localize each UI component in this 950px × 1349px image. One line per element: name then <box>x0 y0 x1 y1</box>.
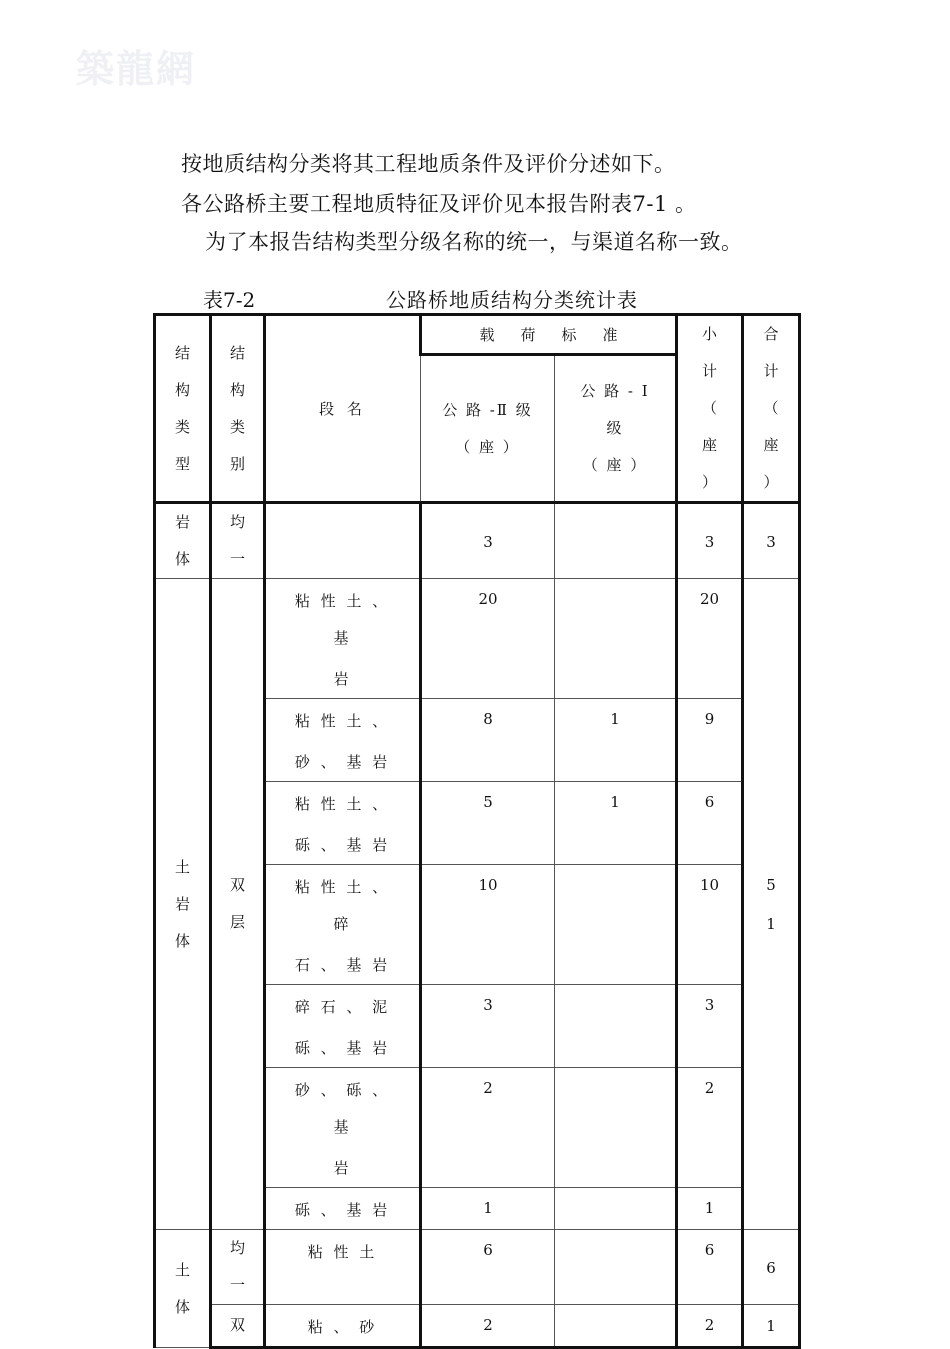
header-structure-category-char: 别 <box>229 454 245 473</box>
paragraph-2: 各公路桥主要工程地质特征及评价见本报告附表7-1 。 <box>181 192 697 216</box>
subtotal-value: 3 <box>704 532 715 551</box>
segment-name: 砂 、 砾 、 基 <box>294 1081 391 1136</box>
subtotal-value: 9 <box>704 710 715 728</box>
subtotal-cell <box>677 503 743 579</box>
structure-category-cell <box>211 579 265 1230</box>
header-subtotal <box>677 315 743 503</box>
segment-name-cell <box>265 1188 421 1230</box>
table-row <box>155 503 800 579</box>
grade2-value: 3 <box>483 996 493 1014</box>
total-cell <box>743 1230 800 1305</box>
header-structure-type-char: 结 <box>174 343 190 362</box>
header-total-char: （ <box>763 399 779 417</box>
grade2-cell <box>421 1230 555 1305</box>
segment-name-cell <box>265 985 421 1068</box>
grade2-cell <box>421 579 555 699</box>
grade1-cell <box>555 503 677 579</box>
structure-type-char: 体 <box>174 931 190 950</box>
segment-name: 石 、 基 岩 <box>294 956 391 974</box>
header-structure-type-char: 型 <box>174 454 190 473</box>
paragraph-1: 按地质结构分类将其工程地质条件及评价分述如下。 <box>181 152 676 176</box>
header-structure-type <box>155 315 211 503</box>
grade2-cell <box>421 985 555 1068</box>
subtotal-cell <box>677 985 743 1068</box>
table-caption-id: 表7-2 <box>203 288 256 312</box>
total-value: 1 <box>766 915 776 933</box>
structure-category-char: 均 <box>229 1239 245 1257</box>
total-value: 6 <box>766 1258 776 1277</box>
table-row <box>155 1305 800 1348</box>
grade1-value <box>555 540 675 542</box>
grade1-value <box>555 579 675 581</box>
segment-name-cell <box>265 1230 421 1305</box>
header-grade2: 公 路 -Ⅱ 级 （ 座 ） <box>421 355 555 503</box>
structure-type-cell <box>155 579 211 1230</box>
grade1-value <box>555 1188 675 1190</box>
header-structure-type-char: 构 <box>174 380 190 399</box>
grade1-value <box>555 1068 675 1070</box>
subtotal-value: 2 <box>704 1316 715 1334</box>
subtotal-value: 6 <box>704 1241 715 1259</box>
header-total-char: 合 <box>763 325 779 343</box>
structure-category-char: 一 <box>229 550 245 568</box>
segment-name-cell <box>265 699 421 782</box>
subtotal-value: 6 <box>704 793 715 811</box>
header-subtotal-char: （ <box>702 399 718 417</box>
subtotal-cell <box>677 865 743 985</box>
subtotal-cell <box>677 699 743 782</box>
total-cell <box>743 503 800 579</box>
segment-name: 粘 性 土 、 <box>294 795 391 813</box>
grade2-value: 6 <box>483 1241 493 1259</box>
structure-type-cell <box>155 1230 211 1348</box>
grade2-value: 2 <box>483 1316 493 1334</box>
total-cell <box>743 579 800 1230</box>
segment-name-cell <box>265 782 421 865</box>
subtotal-cell <box>677 1230 743 1305</box>
grade2-value: 10 <box>478 876 498 894</box>
table-row <box>155 1230 800 1305</box>
total-cell <box>743 1305 800 1348</box>
header-segment-name: 段 名 <box>265 315 421 503</box>
segment-name: 粘 性 土 、 碎 <box>294 878 391 933</box>
header-load-standard: 载荷标准 <box>421 315 677 355</box>
segment-name: 碎 石 、 泥 <box>294 998 391 1016</box>
grade2-cell <box>421 1305 555 1348</box>
bridge-geology-table <box>153 313 801 1349</box>
subtotal-cell <box>677 1188 743 1230</box>
header-subtotal-char: 小 <box>702 325 718 343</box>
header-total-char: ） <box>763 473 779 491</box>
grade1-cell <box>555 1305 677 1348</box>
subtotal-cell <box>677 1068 743 1188</box>
grade2-value: 5 <box>483 793 493 811</box>
segment-name-cell <box>265 1068 421 1188</box>
structure-category-cell <box>211 503 265 579</box>
structure-category-char: 均 <box>229 513 245 531</box>
subtotal-value: 2 <box>704 1079 715 1097</box>
grade1-cell <box>555 579 677 699</box>
segment-name: 岩 <box>333 670 352 688</box>
header-structure-type-char: 类 <box>174 417 190 436</box>
header-total <box>743 315 800 503</box>
header-structure-category <box>211 315 265 503</box>
grade1-cell <box>555 1068 677 1188</box>
segment-name: 粘 性 土 <box>307 1243 378 1261</box>
structure-category-char: 一 <box>229 1276 245 1294</box>
segment-name: 砾 、 基 岩 <box>294 836 391 854</box>
header-total-char: 计 <box>763 362 779 380</box>
structure-type-char: 土 <box>174 1260 190 1279</box>
grade1-cell <box>555 782 677 865</box>
grade2-cell <box>421 1068 555 1188</box>
table-row <box>155 579 800 699</box>
grade2-cell <box>421 782 555 865</box>
grade2-value: 3 <box>483 532 493 551</box>
structure-category-char: 双 <box>229 876 245 894</box>
grade1-value <box>555 1230 675 1232</box>
grade1-cell <box>555 1188 677 1230</box>
segment-name: 岩 <box>333 1159 352 1177</box>
total-value: 3 <box>766 532 776 551</box>
header-structure-category-char: 构 <box>229 380 245 399</box>
grade1-cell <box>555 1230 677 1305</box>
subtotal-cell <box>677 579 743 699</box>
grade1-value <box>555 865 675 867</box>
segment-name-cell <box>265 1305 421 1348</box>
watermark-logo: 築龍網 <box>76 46 197 91</box>
segment-name: 砂 、 基 岩 <box>294 753 391 771</box>
grade1-value: 1 <box>610 793 620 811</box>
structure-type-cell <box>155 503 211 579</box>
grade2-value: 2 <box>483 1079 493 1097</box>
header-grade1: 公 路 - I 级 （ 座 ） <box>555 355 677 503</box>
grade1-value <box>555 985 675 987</box>
grade2-value: 20 <box>478 590 498 608</box>
grade2-cell <box>421 1188 555 1230</box>
grade2-cell <box>421 865 555 985</box>
grade1-cell <box>555 865 677 985</box>
subtotal-value: 1 <box>704 1199 715 1217</box>
header-subtotal-char: 座 <box>702 436 718 454</box>
structure-category-char: 双 <box>229 1316 245 1334</box>
subtotal-cell <box>677 782 743 865</box>
subtotal-value: 20 <box>699 590 720 608</box>
grade1-cell <box>555 985 677 1068</box>
structure-type-char: 土 <box>174 857 190 876</box>
segment-name-cell <box>265 865 421 985</box>
segment-name-cell <box>265 503 421 579</box>
segment-name: 砾 、 基 岩 <box>294 1201 391 1219</box>
paragraph-3: 为了本报告结构类型分级名称的统一，与渠道名称一致。 <box>205 230 743 254</box>
grade2-cell <box>421 503 555 579</box>
grade2-value: 8 <box>483 710 493 728</box>
segment-name: 粘 、 砂 <box>307 1318 378 1336</box>
grade1-cell <box>555 699 677 782</box>
structure-type-char: 岩 <box>174 513 190 531</box>
subtotal-value: 3 <box>704 996 715 1014</box>
structure-category-cell <box>211 1230 265 1305</box>
header-total-char: 座 <box>763 436 779 454</box>
grade1-value: 1 <box>610 710 620 728</box>
header-structure-category-char: 类 <box>229 417 245 436</box>
header-structure-category-char: 结 <box>229 343 245 362</box>
segment-name: 粘 性 土 、 基 <box>294 592 391 647</box>
segment-name-cell <box>265 579 421 699</box>
subtotal-cell <box>677 1305 743 1348</box>
structure-type-char: 体 <box>174 550 190 568</box>
total-value: 5 <box>766 876 776 894</box>
grade1-value <box>555 1305 675 1307</box>
grade2-cell <box>421 699 555 782</box>
structure-category-char: 层 <box>229 913 245 931</box>
total-value: 1 <box>766 1317 776 1335</box>
structure-category-cell <box>211 1305 265 1348</box>
header-subtotal-char: 计 <box>702 362 718 380</box>
header-subtotal-char: ） <box>702 473 718 491</box>
segment-name: 砾 、 基 岩 <box>294 1039 391 1057</box>
structure-type-char: 体 <box>174 1297 190 1316</box>
segment-name: 粘 性 土 、 <box>294 712 391 730</box>
grade2-value: 1 <box>483 1199 493 1217</box>
subtotal-value: 10 <box>699 876 720 894</box>
table-caption-title: 公路桥地质结构分类统计表 <box>386 288 638 312</box>
structure-type-char: 岩 <box>174 894 190 913</box>
